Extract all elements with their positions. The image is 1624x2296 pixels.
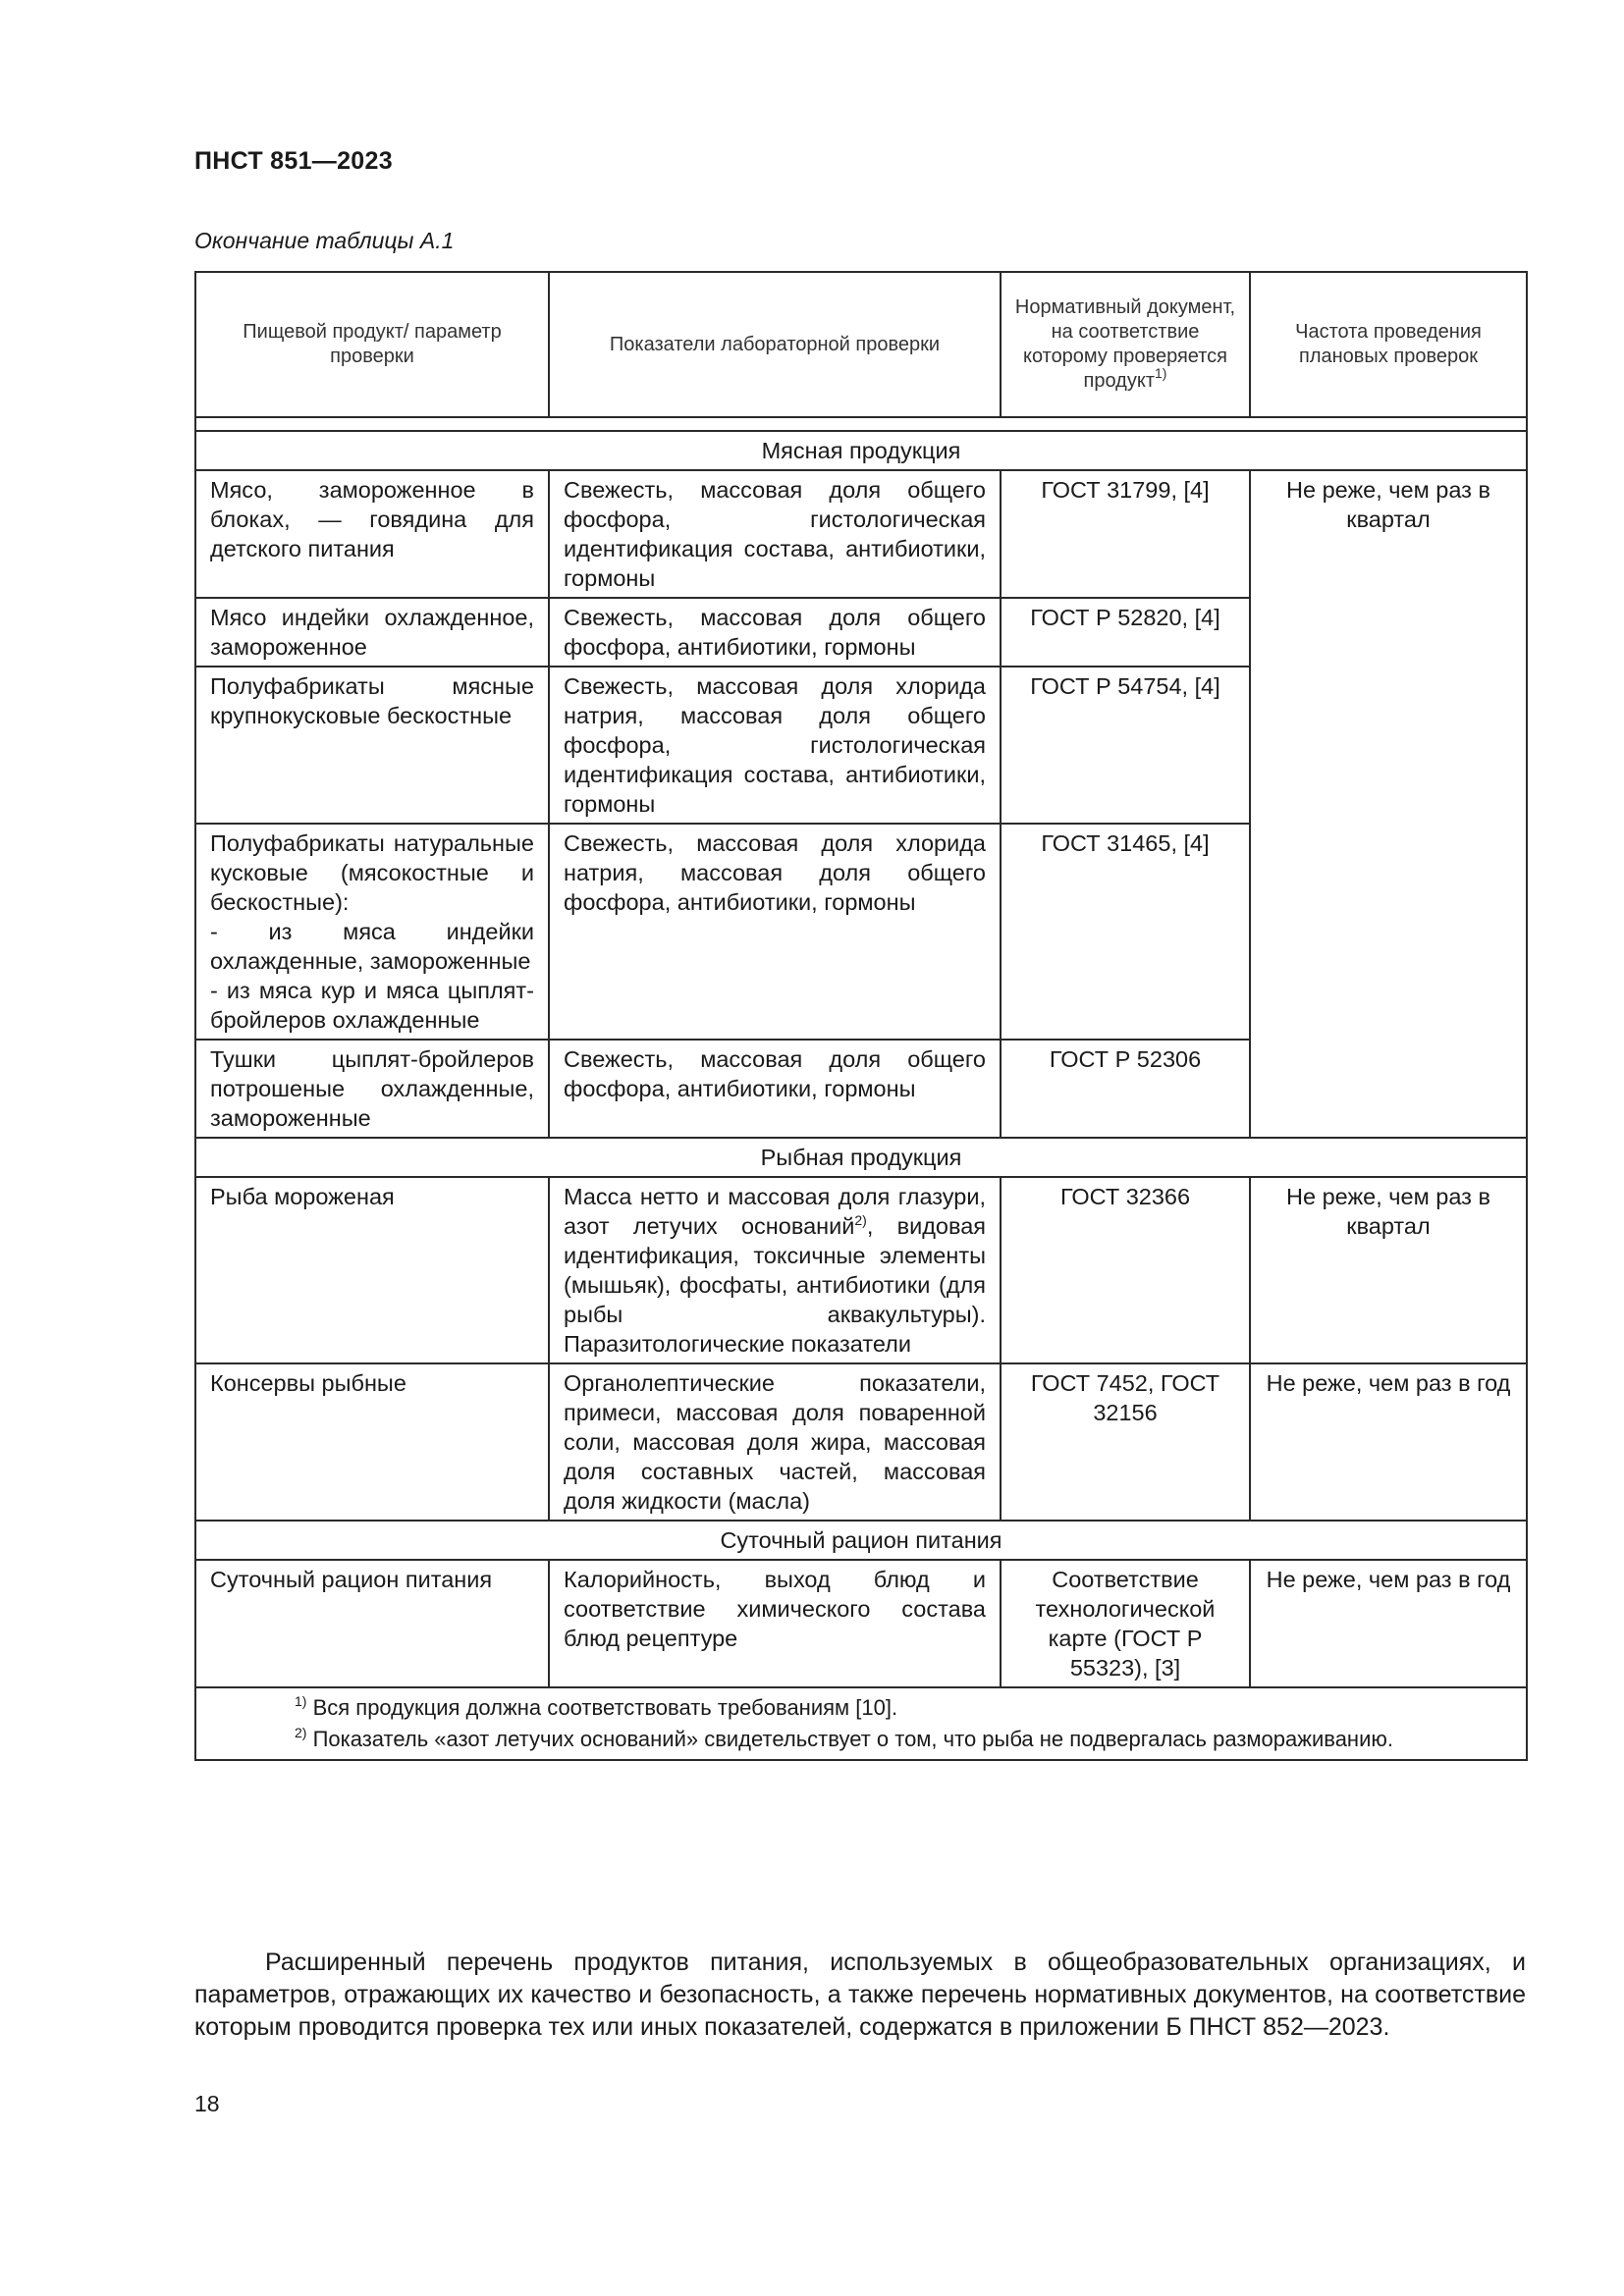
footnote [210,1692,1512,1724]
normative-doc-cell: ГОСТ Р 54754, [4] [1001,667,1250,824]
footnotes-row [195,1687,1527,1760]
footnote-mark: 2) [295,1725,307,1740]
footnotes-cell [195,1687,1527,1760]
body-paragraph: Расширенный перечень продуктов питания, используемых в общеобразовательных организациях, и параметров, отражающих их качество и безопасность, а также перечень нормативных документов, на соответствие которым проводится проверка тех или иных показателей, содержатся в приложении Б ПНСТ 852—2023. [194,1949,1526,2041]
table-header-row [195,272,1527,417]
product-cell [195,824,549,1040]
section-title: Суточный рацион питания [195,1521,1527,1560]
gap-cell [195,417,1527,431]
section-row-fish [195,1138,1527,1177]
footnote-mark: 1) [1155,365,1167,381]
column-header-normative-doc [1001,272,1250,417]
product-cell: Мясо, замороженное в блоках, — говядина для детского питания [195,470,549,598]
normative-doc-cell: ГОСТ 31465, [4] [1001,824,1250,1040]
header-gap [195,417,1527,431]
frequency-cell: Не реже, чем раз в квартал [1250,470,1527,1138]
section-row-meat [195,431,1527,470]
section-row-daily-ration [195,1521,1527,1560]
indicators-cell [549,1177,1001,1363]
frequency-cell: Не реже, чем раз в квартал [1250,1177,1527,1363]
normative-doc-cell: Соответствие технологической карте (ГОСТ Р 55323), [3] [1001,1560,1250,1687]
table-row [195,1560,1527,1687]
indicators-cell: Свежесть, массовая доля общего фосфора, антибиотики, гормоны [549,1040,1001,1138]
indicators-text: , видовая идентификация, токсичные элементы (мышьяк), фосфаты, антибиотики (для рыбы аквакультуры). Паразитологические показатели [564,1213,986,1357]
section-title: Рыбная продукция [195,1138,1527,1177]
footnote [210,1724,1512,1755]
frequency-cell: Не реже, чем раз в год [1250,1560,1527,1687]
normative-doc-cell: ГОСТ Р 52306 [1001,1040,1250,1138]
product-cell: Суточный рацион питания [195,1560,549,1687]
table-row [195,1177,1527,1363]
requirements-table [194,271,1528,1761]
indicators-cell: Свежесть, массовая доля хлорида натрия, массовая доля общего фосфора, антибиотики, гормоны [549,824,1001,1040]
product-cell: Консервы рыбные [195,1363,549,1521]
column-header-indicators: Показатели лабораторной проверки [549,272,1001,417]
normative-doc-cell: ГОСТ 32366 [1001,1177,1250,1363]
product-cell: Мясо индейки охлажденное, замороженное [195,598,549,667]
column-header-normative-doc-text: Нормативный документ, на соответствие которому проверяется продукт [1014,296,1236,392]
product-line: - из мяса кур и мяса цыплят-бройлеров охлажденные [210,978,534,1033]
normative-doc-cell: ГОСТ Р 52820, [4] [1001,598,1250,667]
page-number: 18 [194,2091,220,2116]
table-row [195,1363,1527,1521]
normative-doc-cell: ГОСТ 31799, [4] [1001,470,1250,598]
document-id-header: ПНСТ 851—2023 [194,147,393,175]
indicators-text: Масса нетто и массовая доля глазури, азот летучих оснований [564,1184,986,1239]
column-header-product: Пищевой продукт/ параметр проверки [195,272,549,417]
footnote-text: Вся продукция должна соответствовать требованиям [10]. [312,1695,898,1720]
indicators-cell: Свежесть, массовая доля общего фосфора, гистологическая идентификация состава, антибиотики, гормоны [549,470,1001,598]
indicators-cell: Органолептические показатели, примеси, массовая доля поваренной соли, массовая доля жира, массовая доля составных частей, массовая доля жидкости (масла) [549,1363,1001,1521]
indicators-cell: Свежесть, массовая доля хлорида натрия, массовая доля общего фосфора, гистологическая идентификация состава, антибиотики, гормоны [549,667,1001,824]
product-line: Полуфабрикаты натуральные кусковые (мясокостные и бескостные): [210,830,534,915]
frequency-cell: Не реже, чем раз в год [1250,1363,1527,1521]
normative-doc-cell: ГОСТ 7452, ГОСТ 32156 [1001,1363,1250,1521]
product-cell: Рыба мороженая [195,1177,549,1363]
footnote-mark: 1) [295,1693,307,1709]
footnote-text: Показатель «азот летучих оснований» свидетельствует о том, что рыба не подвергалась размораживанию. [312,1727,1393,1751]
indicators-cell: Свежесть, массовая доля общего фосфора, антибиотики, гормоны [549,598,1001,667]
footnote-mark: 2) [854,1212,867,1228]
table-caption: Окончание таблицы А.1 [194,228,455,253]
product-line: - из мяса индейки охлажденные, замороженные [210,919,534,974]
indicators-cell: Калорийность, выход блюд и соответствие химического состава блюд рецептуре [549,1560,1001,1687]
column-header-frequency: Частота проведения плановых проверок [1250,272,1527,417]
section-title: Мясная продукция [195,431,1527,470]
product-cell: Полуфабрикаты мясные крупнокусковые бескостные [195,667,549,824]
table-row [195,470,1527,598]
product-cell: Тушки цыплят-бройлеров потрошеные охлажденные, замороженные [195,1040,549,1138]
